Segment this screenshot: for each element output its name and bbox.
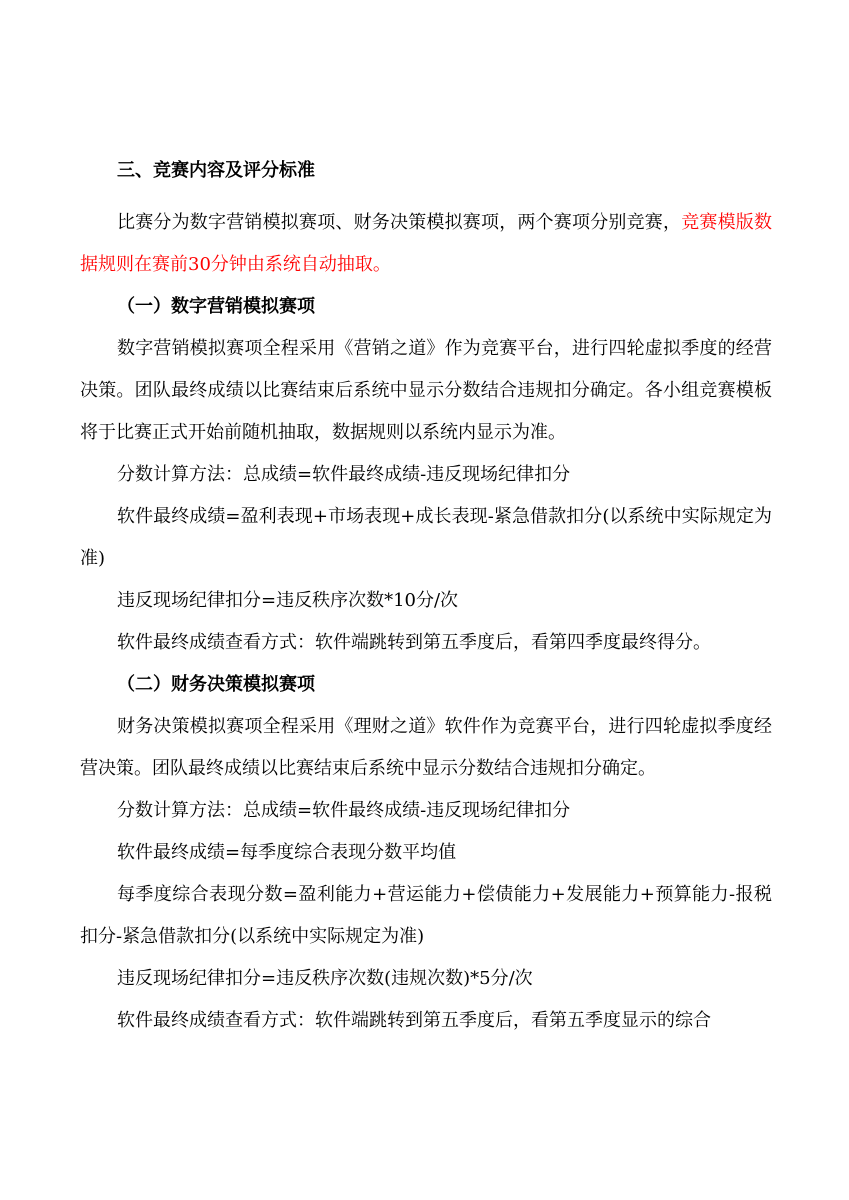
part2-paragraph: 分数计算方法：总成绩=软件最终成绩-违反现场纪律扣分 xyxy=(117,800,571,821)
part2-title: （二）财务决策模拟赛项 xyxy=(117,674,315,695)
part1-paragraph: 软件最终成绩=盈利表现+市场表现+成长表现-紧急借款扣分(以系统中实际规定为准) xyxy=(80,506,772,569)
part2-paragraph: 每季度综合表现分数=盈利能力+营运能力+偿债能力+发展能力+预算能力-报税扣分-紧急借款扣分(以系统中实际规定为准) xyxy=(80,884,772,947)
intro-highlight: 竞赛模版数据规则在赛前30分钟由系统自动抽取。 xyxy=(80,212,773,275)
part1-paragraph: 分数计算方法：总成绩=软件最终成绩-违反现场纪律扣分 xyxy=(117,464,571,485)
part1-title: （一）数字营销模拟赛项 xyxy=(117,296,315,317)
part1-paragraph: 数字营销模拟赛项全程采用《营销之道》作为竞赛平台，进行四轮虚拟季度的经营决策。团队最终成绩以比赛结束后系统中显示分数结合违规扣分确定。各小组竞赛模板将于比赛正式开始前随机抽取，数据规则以系统内显示为准。 xyxy=(80,338,772,443)
part2-paragraph: 财务决策模拟赛项全程采用《理财之道》软件作为竞赛平台，进行四轮虚拟季度经营决策。团队最终成绩以比赛结束后系统中显示分数结合违规扣分确定。 xyxy=(80,716,772,779)
section-title: 三、竞赛内容及评分标准 xyxy=(117,160,315,181)
part2-paragraph: 违反现场纪律扣分=违反秩序次数(违规次数)*5分/次 xyxy=(117,968,533,989)
intro-paragraph xyxy=(80,202,772,286)
part1-paragraph: 违反现场纪律扣分=违反秩序次数*10分/次 xyxy=(117,590,459,611)
part2-paragraph: 软件最终成绩=每季度综合表现分数平均值 xyxy=(117,842,457,863)
part2-paragraph: 软件最终成绩查看方式：软件端跳转到第五季度后，看第五季度显示的综合 xyxy=(117,1010,711,1031)
document-page xyxy=(80,150,772,1042)
part1-paragraph: 软件最终成绩查看方式：软件端跳转到第五季度后，看第四季度最终得分。 xyxy=(117,632,711,653)
intro-text: 比赛分为数字营销模拟赛项、财务决策模拟赛项，两个赛项分别竞赛， xyxy=(117,212,682,233)
